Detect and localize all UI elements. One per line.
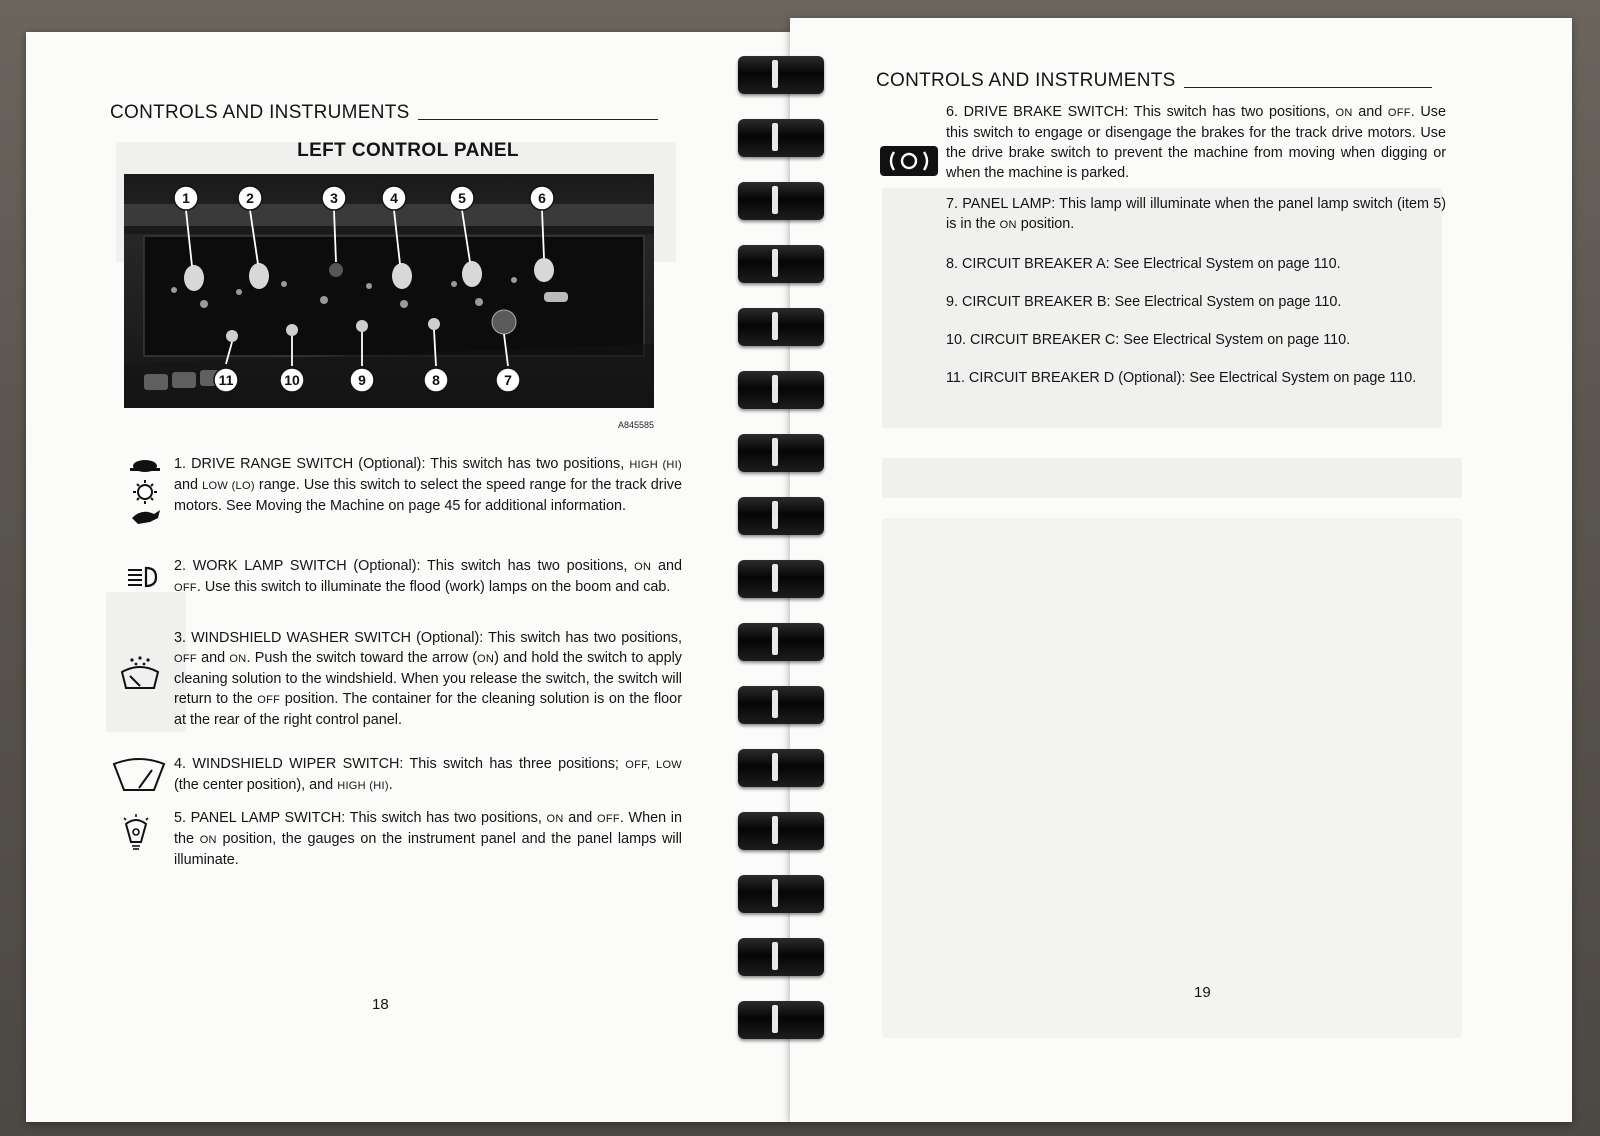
item-text: 1. DRIVE RANGE SWITCH (Optional): This switch has two positions, [174, 456, 630, 472]
photo-callout [530, 186, 554, 210]
svg-text:1: 1 [182, 190, 190, 206]
binding-ring [738, 749, 824, 787]
item-windshield-washer-switch [174, 628, 682, 730]
work-lamp-icon [124, 562, 164, 592]
item-text: . [388, 777, 393, 793]
page-number: 19 [1194, 984, 1211, 1001]
small-caps-term: OFF [596, 813, 620, 825]
item-panel-lamp [946, 194, 1446, 235]
small-caps-term: OFF [257, 694, 281, 706]
small-caps-term: HIGH (HI) [629, 459, 682, 471]
svg-text:8: 8 [432, 372, 440, 388]
small-caps-term: ON [1335, 107, 1353, 119]
item-text: . Push the switch toward the arrow ( [246, 650, 478, 666]
item-text: 6. DRIVE BRAKE SWITCH: This switch has two positions, [946, 104, 1336, 120]
page-number: 18 [372, 996, 389, 1013]
small-caps-term: ON [999, 219, 1017, 231]
item-circuit-breaker-c [946, 330, 1466, 350]
item-text: range. Use this switch to select the speed range for the track drive motors. See Moving the Machine on page 45 for additional information. [174, 477, 682, 514]
item-text: 7. PANEL LAMP: This lamp will illuminate when the panel lamp switch (item 5) is in the [946, 196, 1446, 232]
item-text: 4. WINDSHIELD WIPER SWITCH: This switch has three positions; [174, 756, 626, 772]
windshield-wiper-icon [112, 756, 166, 794]
svg-text:11: 11 [218, 372, 234, 388]
photo-callout [238, 186, 262, 210]
small-caps-term: ON [199, 834, 217, 846]
right-page [790, 18, 1572, 1122]
small-caps-term: OFF [1387, 107, 1411, 119]
item-text: 11. CIRCUIT BREAKER D (Optional): See Electrical System on page 110. [946, 370, 1417, 386]
binding-ring [738, 812, 824, 850]
item-circuit-breaker-b [946, 292, 1466, 312]
item-text: and [651, 558, 682, 574]
small-caps-term: ON [477, 653, 495, 665]
svg-text:6: 6 [538, 190, 546, 206]
small-caps-term: OFF [174, 653, 197, 665]
binding-ring [738, 308, 824, 346]
item-text: 10. CIRCUIT BREAKER C: See Electrical System on page 110. [946, 332, 1351, 348]
photo-callout [424, 368, 448, 392]
bleed-through-shade [882, 518, 1462, 1038]
item-drive-range-switch [174, 454, 682, 516]
binding-ring [738, 497, 824, 535]
item-text: position. [1016, 216, 1075, 232]
item-text: 5. PANEL LAMP SWITCH: This switch has two positions, [174, 810, 547, 826]
photo-callout [174, 186, 198, 210]
item-text: . When in the [174, 810, 682, 847]
small-caps-term: OFF, LOW [625, 759, 682, 771]
binding-ring [738, 434, 824, 472]
svg-text:2: 2 [246, 190, 254, 206]
item-text: and [1352, 104, 1388, 120]
photo-callout [280, 368, 304, 392]
item-work-lamp-switch [174, 556, 682, 598]
photo-callout [496, 368, 520, 392]
item-text: and [196, 650, 230, 666]
section-heading: CONTROLS AND INSTRUMENTS [876, 70, 1432, 92]
bleed-through-shade [882, 458, 1462, 498]
item-circuit-breaker-d [946, 368, 1456, 388]
svg-text:7: 7 [504, 372, 512, 388]
photo-callout [214, 368, 238, 392]
svg-text:4: 4 [390, 190, 398, 206]
section-heading: CONTROLS AND INSTRUMENTS [110, 102, 658, 124]
left-page [26, 32, 790, 1122]
left-control-panel-photo [124, 174, 654, 408]
photo-callout [382, 186, 406, 210]
binding-ring [738, 938, 824, 976]
binding-ring [738, 623, 824, 661]
item-text: (the center position), and [174, 777, 338, 793]
small-caps-term: LOW (LO) [202, 480, 255, 492]
small-caps-term: HIGH (HI) [337, 780, 389, 792]
binding-ring [738, 371, 824, 409]
control-panel-drawing [124, 174, 654, 408]
photo-reference-code: A845585 [617, 420, 654, 430]
photo-callout [322, 186, 346, 210]
item-panel-lamp-switch [174, 808, 682, 870]
turtle-sun-rabbit-icon [124, 454, 168, 530]
item-text: position. The container for the cleaning solution is on the floor at the rear of the right control panel. [174, 691, 682, 728]
photo-callout [350, 368, 374, 392]
item-text: 2. WORK LAMP SWITCH (Optional): This switch has two positions, [174, 558, 635, 574]
item-text: ) and hold the switch to apply cleaning solution to the windshield. When you release the switch, the switch will return to the [174, 650, 683, 707]
item-text: 8. CIRCUIT BREAKER A: See Electrical System on page 110. [946, 256, 1341, 272]
svg-text:5: 5 [458, 190, 466, 206]
binding-ring [738, 686, 824, 724]
spiral-binding [738, 56, 830, 1066]
svg-text:3: 3 [330, 190, 338, 206]
small-caps-term: ON [229, 653, 247, 665]
small-caps-term: OFF [174, 582, 197, 594]
binding-ring [738, 56, 824, 94]
binding-ring [738, 560, 824, 598]
small-caps-term: ON [546, 813, 564, 825]
item-text: 3. WINDSHIELD WASHER SWITCH (Optional): This switch has two positions, [174, 630, 682, 646]
item-circuit-breaker-a [946, 254, 1466, 274]
windshield-washer-icon [118, 654, 162, 694]
item-windshield-wiper-switch [174, 754, 682, 796]
item-text: 9. CIRCUIT BREAKER B: See Electrical System on page 110. [946, 294, 1342, 310]
panel-lamp-icon [116, 812, 156, 852]
binding-ring [738, 875, 824, 913]
binding-ring [738, 1001, 824, 1039]
binding-ring [738, 119, 824, 157]
panel-title: LEFT CONTROL PANEL [297, 140, 519, 161]
item-text: . Use this switch to illuminate the flood (work) lamps on the boom and cab. [196, 579, 671, 595]
binding-ring [738, 245, 824, 283]
item-text: position, the gauges on the instrument panel and the panel lamps will illuminate. [174, 831, 682, 868]
svg-text:9: 9 [358, 372, 366, 388]
item-text: and [563, 810, 597, 826]
item-drive-brake-switch [946, 102, 1446, 183]
binding-ring [738, 182, 824, 220]
svg-text:10: 10 [284, 372, 300, 388]
drive-brake-icon [880, 146, 938, 176]
small-caps-term: ON [634, 561, 652, 573]
photo-callout [450, 186, 474, 210]
item-text: and [174, 477, 203, 493]
item-text: . Use this switch to engage or disengage the brakes for the track drive motors. Use the drive brake switch to prevent the machine from moving when digging or when the machine is parked. [946, 104, 1446, 181]
